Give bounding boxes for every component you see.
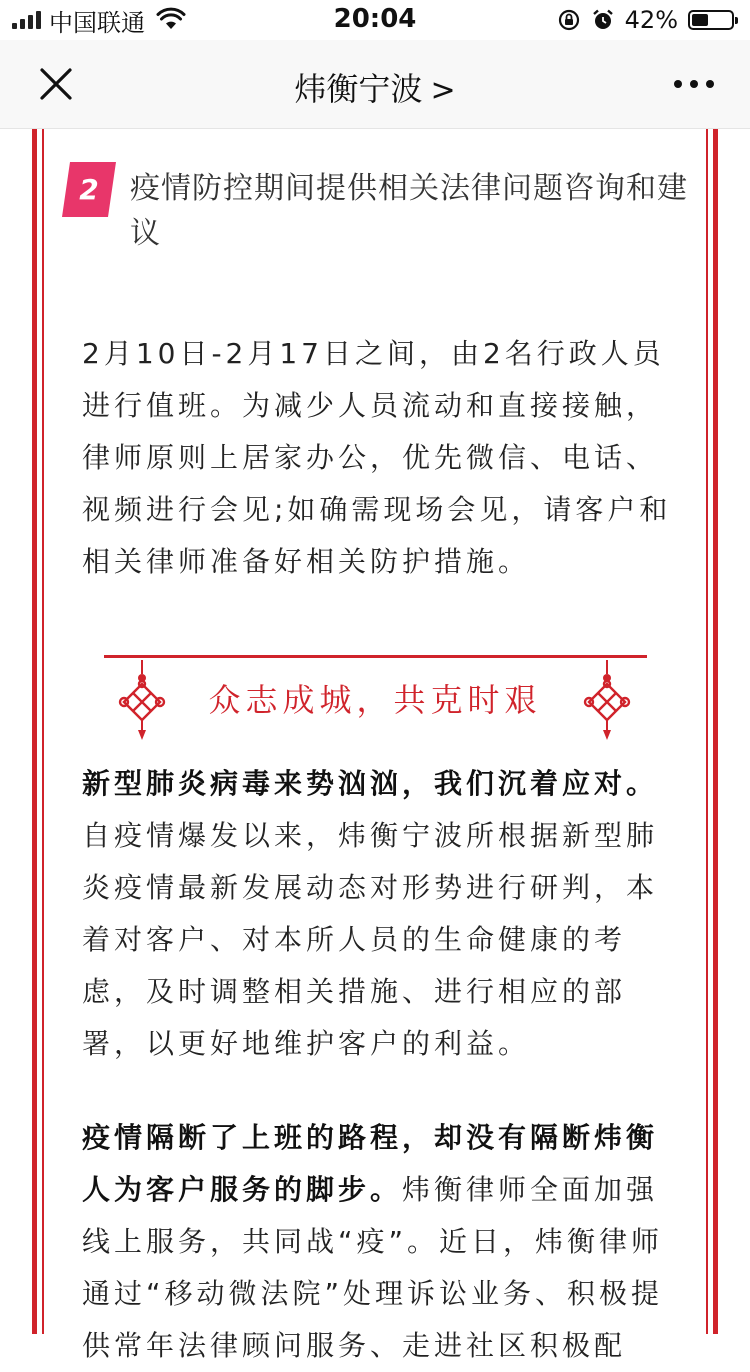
- paragraph-duty-schedule: 2月10日-2月17日之间，由2名行政人员进行值班。为减少人员流动和直接接触，律师原则上居家办公，优先微信、电话、视频进行会见;如确需现场会见，请客户和相关律师准备好相关防护措施。: [82, 337, 672, 578]
- status-right: [557, 6, 734, 34]
- carrier-name: 中国联通: [49, 8, 145, 37]
- paragraph-lead: 疫情隔断了上班的路程，却没有隔断炜衡人为客户服务的脚步。: [82, 1121, 659, 1206]
- paragraph-text: 炜衡律师全面加强线上服务，共同战“疫”。近日，炜衡律师通过“移动微法院”处理诉讼业务、积极提供常年法律顾问服务、走进社区积极配: [82, 1173, 664, 1362]
- nav-title-link[interactable]: [0, 64, 750, 110]
- frame-border-right-inner: [706, 129, 708, 1334]
- status-time: 20:04: [333, 4, 417, 34]
- section-number: 2: [79, 173, 99, 206]
- rotation-lock-icon: [557, 8, 581, 32]
- battery-percent: 42%: [624, 6, 678, 34]
- chevron-right-icon: >: [430, 73, 456, 108]
- frame-border-right: [713, 129, 718, 1334]
- banner-slogan: 众志成城，共克时艰: [208, 681, 542, 719]
- banner-divider: [104, 655, 647, 658]
- paragraph-lead: 新型肺炎病毒来势汹汹，我们沉着应对。: [82, 767, 659, 800]
- section-heading: 疫情防控期间提供相关法律问题咨询和建议: [130, 171, 688, 251]
- battery-icon: [688, 10, 734, 30]
- status-bar: [0, 0, 750, 40]
- paragraph-response: [82, 758, 682, 1070]
- frame-border-left-inner: [42, 129, 44, 1334]
- more-icon[interactable]: [674, 80, 714, 88]
- alarm-icon: [591, 8, 615, 32]
- paragraph-text: 自疫情爆发以来，炜衡宁波所根据新型肺炎疫情最新发展动态对形势进行研判，本着对客户、对本所人员的生命健康的考虑，及时调整相关措施、进行相应的部署，以更好地维护客户的利益。: [82, 819, 659, 1060]
- paragraph-online-service: [82, 1112, 682, 1372]
- chinese-knot-icon: [582, 660, 632, 740]
- frame-border-left: [32, 129, 37, 1334]
- nav-bar: [0, 40, 750, 129]
- nav-title: 炜衡宁波: [294, 70, 423, 108]
- battery-fill: [692, 14, 708, 26]
- article-body[interactable]: [0, 129, 750, 1362]
